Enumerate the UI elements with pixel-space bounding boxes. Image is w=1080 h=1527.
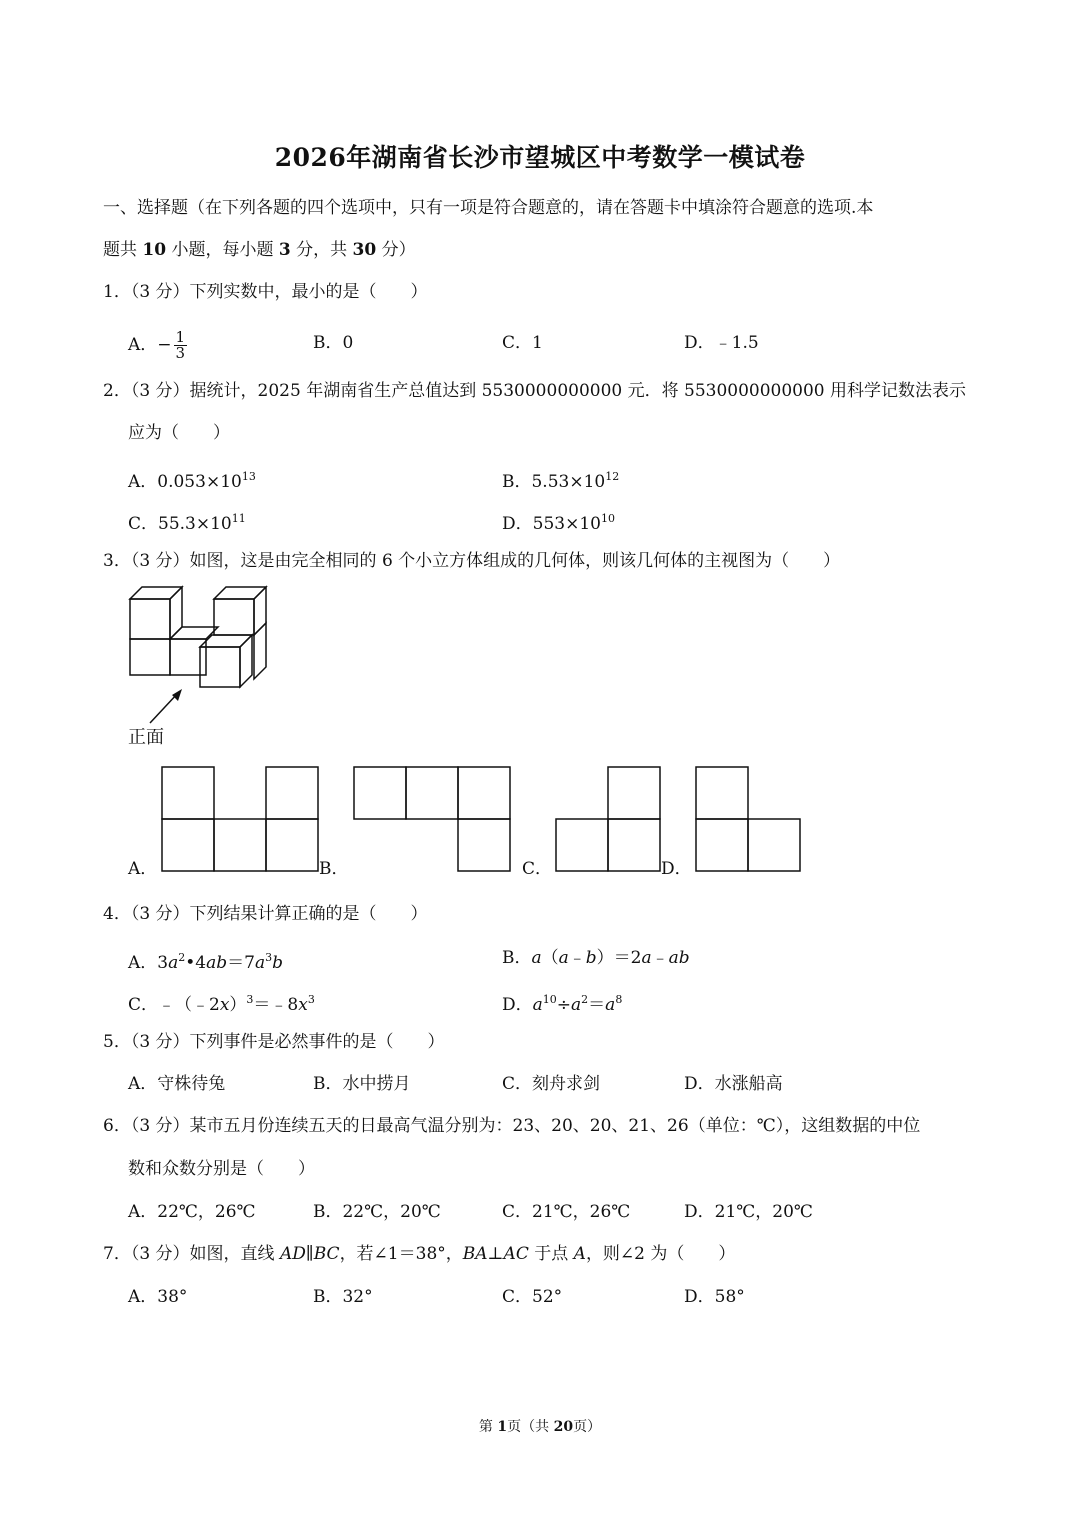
var: x xyxy=(298,995,308,1015)
q3-option-a-label: A． xyxy=(128,859,158,879)
t: ，若∠1＝38°， xyxy=(339,1244,463,1264)
exponent: 3 xyxy=(265,951,273,964)
q3-option-c-label: C． xyxy=(522,859,553,879)
fraction xyxy=(174,330,188,361)
q2-option-b xyxy=(502,465,619,494)
t: 7．（3 分）如图，直线 xyxy=(103,1244,280,1264)
t: 第 xyxy=(478,1419,498,1435)
cube-front-face xyxy=(130,599,170,639)
t: D． xyxy=(502,995,533,1015)
option-text: B．5.53×10 xyxy=(502,472,606,492)
q2-stem-line-2: 应为（ ） xyxy=(128,423,230,443)
exponent: 8 xyxy=(615,993,623,1006)
exponent: 2 xyxy=(178,951,186,964)
heading-text: 分，共 xyxy=(290,240,353,260)
q6-option-a: A．22℃，26℃ xyxy=(128,1202,256,1222)
q5-stem: 5．（3 分）下列事件是必然事件的是（ ） xyxy=(103,1032,445,1052)
q4-option-d xyxy=(502,988,622,1017)
q1-option-c: C．1 xyxy=(502,333,543,353)
var: a xyxy=(571,995,582,1015)
t: ＝﹣8 xyxy=(253,995,299,1015)
page-footer xyxy=(0,1416,1080,1436)
exponent: 12 xyxy=(605,470,620,483)
view-square xyxy=(266,819,318,871)
t: ÷ xyxy=(556,995,572,1015)
var: a xyxy=(558,948,569,968)
q3-option-c-view xyxy=(554,765,664,873)
t: 页） xyxy=(573,1419,602,1435)
section-heading-line-1: 一、选择题（在下列各题的四个选项中，只有一项是符合题意的，请在答题卡中填涂符合题意的选项.本 xyxy=(103,198,874,218)
heading-text: 题共 xyxy=(103,240,143,260)
t: ⊥ xyxy=(487,1244,504,1264)
var: AC xyxy=(503,1244,529,1264)
q1-option-d: D．﹣1.5 xyxy=(684,333,759,353)
exponent: 10 xyxy=(600,512,615,525)
var: b xyxy=(585,948,597,968)
points-total: 30 xyxy=(352,240,377,260)
q4-option-c xyxy=(128,988,315,1017)
t: B． xyxy=(502,948,532,968)
var: ab xyxy=(668,948,690,968)
t: ，则∠2 为（ ） xyxy=(585,1244,736,1264)
minus-sign: − xyxy=(157,335,172,355)
view-square xyxy=(162,819,214,871)
q5-option-b: B．水中捞月 xyxy=(313,1074,411,1094)
t: C．﹣（﹣2 xyxy=(128,995,220,1015)
arrow-line xyxy=(150,693,178,723)
heading-text: 分） xyxy=(376,240,416,260)
exponent: 2 xyxy=(581,993,589,1006)
cube-front-face xyxy=(130,639,170,675)
t: •4 xyxy=(185,953,207,973)
var: a xyxy=(254,953,266,973)
option-text: D．553×10 xyxy=(502,514,601,534)
t: ＝ xyxy=(588,995,606,1015)
fraction-numerator: 1 xyxy=(175,328,186,346)
view-square xyxy=(266,767,318,819)
total-pages: 20 xyxy=(553,1419,574,1435)
var: A xyxy=(573,1244,586,1264)
cube-side-face xyxy=(170,587,182,639)
exponent: 3 xyxy=(307,993,315,1006)
var: a xyxy=(605,995,616,1015)
q3-option-b-label: B． xyxy=(319,859,349,879)
cube-side-face xyxy=(254,587,266,635)
front-view-label: 正面 xyxy=(128,727,164,748)
question-count: 10 xyxy=(142,240,167,260)
q5-option-d: D．水涨船高 xyxy=(684,1074,783,1094)
q5-option-a: A．守株待兔 xyxy=(128,1074,226,1094)
cube-side-face xyxy=(254,623,266,679)
var: a xyxy=(531,948,542,968)
q6-option-c: C．21℃，26℃ xyxy=(502,1202,631,1222)
fraction-denominator: 3 xyxy=(175,344,186,362)
q7-option-a: A．38° xyxy=(128,1287,188,1307)
t: ∥ xyxy=(305,1244,314,1264)
view-square xyxy=(214,819,266,871)
exam-title: 2026年湖南省长沙市望城区中考数学一模试卷 xyxy=(274,143,806,172)
view-square xyxy=(458,767,510,819)
t: ﹣ xyxy=(651,948,669,968)
view-square xyxy=(608,767,660,819)
t: A．3 xyxy=(128,953,169,973)
q3-stem: 3．（3 分）如图，这是由完全相同的 6 个小立方体组成的几何体，则该几何体的主视图为（ ） xyxy=(103,551,841,571)
var: a xyxy=(641,948,652,968)
exponent: 3 xyxy=(246,993,254,1006)
exponent: 13 xyxy=(241,470,256,483)
option-text: C．55.3×10 xyxy=(128,514,232,534)
q1-option-b: B．0 xyxy=(313,333,354,353)
q6-option-d: D．21℃，20℃ xyxy=(684,1202,813,1222)
var: a xyxy=(168,953,179,973)
q7-option-b: B．32° xyxy=(313,1287,373,1307)
q3-option-d-view xyxy=(694,765,804,873)
q4-option-a xyxy=(128,946,283,975)
view-square xyxy=(406,767,458,819)
var: AD xyxy=(279,1244,306,1264)
q2-stem-line-1: 2．（3 分）据统计，2025 年湖南省生产总值达到 5530000000000 元．将 5530000000000 用科学记数法表示 xyxy=(103,381,967,401)
q3-option-d-label: D． xyxy=(661,859,692,879)
option-text: A．0.053×10 xyxy=(128,472,242,492)
t: ﹣ xyxy=(568,948,586,968)
section-heading-line-2 xyxy=(103,238,416,262)
q2-option-d xyxy=(502,507,615,536)
q2-option-a xyxy=(128,465,256,494)
q1-option-a xyxy=(128,330,187,361)
var: BC xyxy=(313,1244,340,1264)
page-number: 1 xyxy=(497,1419,508,1435)
var: x xyxy=(219,995,230,1015)
t: 于点 xyxy=(528,1244,574,1264)
t: 页（共 xyxy=(507,1419,554,1435)
view-square xyxy=(608,819,660,871)
view-square xyxy=(458,819,510,871)
q3-option-a-view xyxy=(160,765,322,873)
t: ＝7 xyxy=(227,953,255,973)
points-each: 3 xyxy=(278,240,291,260)
q2-option-c xyxy=(128,507,246,536)
q4-option-b xyxy=(502,946,690,970)
t: ）＝2 xyxy=(596,948,642,968)
cube-side-face xyxy=(240,635,252,687)
var: ab xyxy=(206,953,228,973)
q7-option-d: D．58° xyxy=(684,1287,745,1307)
view-square xyxy=(696,767,748,819)
var: a xyxy=(532,995,543,1015)
t: ） xyxy=(229,995,247,1015)
heading-text: 小题，每小题 xyxy=(166,240,279,260)
q1-stem: 1．（3 分）下列实数中，最小的是（ ） xyxy=(103,282,428,302)
q6-stem-line-2: 数和众数分别是（ ） xyxy=(128,1159,315,1179)
q4-stem: 4．（3 分）下列结果计算正确的是（ ） xyxy=(103,904,428,924)
arrow-head xyxy=(172,689,182,701)
view-square xyxy=(354,767,406,819)
q6-option-b: B．22℃，20℃ xyxy=(313,1202,441,1222)
exponent: 10 xyxy=(542,993,557,1006)
option-label: A． xyxy=(128,335,158,355)
var: b xyxy=(272,953,283,973)
q6-stem-line-1: 6．（3 分）某市五月份连续五天的日最高气温分别为：23、20、20、21、26（单位：℃），这组数据的中位 xyxy=(103,1116,921,1136)
view-square xyxy=(162,767,214,819)
view-square xyxy=(748,819,800,871)
cube-front-face xyxy=(214,599,254,635)
cube-top-face xyxy=(130,587,182,599)
q5-option-c: C．刻舟求剑 xyxy=(502,1074,601,1094)
q7-option-c: C．52° xyxy=(502,1287,563,1307)
q7-stem xyxy=(103,1242,735,1266)
view-square xyxy=(696,819,748,871)
q3-option-b-view xyxy=(352,765,514,873)
var: BA xyxy=(462,1244,488,1264)
t: （ xyxy=(541,948,559,968)
exponent: 11 xyxy=(231,512,246,525)
view-square xyxy=(556,819,608,871)
cube-top-face xyxy=(214,587,266,599)
